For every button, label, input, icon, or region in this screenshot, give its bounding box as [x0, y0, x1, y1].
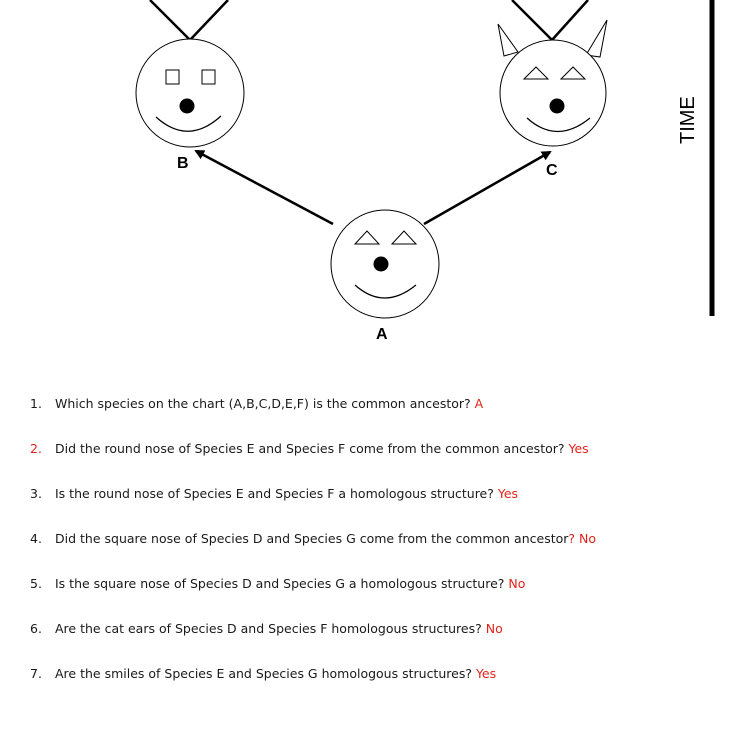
- question-body: Did the round nose of Species E and Species F come from the common ancestor?: [55, 441, 565, 456]
- question-item: [0, 621, 750, 643]
- answer: Yes: [497, 486, 519, 501]
- species-a-face: [331, 210, 439, 318]
- round-nose: [180, 99, 195, 114]
- question-item: [0, 441, 750, 463]
- question-text: [55, 576, 525, 591]
- question-body: Did the square nose of Species D and Species G come from the common ancestor: [55, 531, 569, 546]
- arrow-a-to-c: [424, 152, 550, 224]
- question-text: [55, 666, 496, 681]
- question-number: 2.: [30, 441, 42, 456]
- answer: Yes: [475, 666, 497, 681]
- question-text: [55, 531, 596, 546]
- question-item: [0, 666, 750, 688]
- answer: A: [474, 396, 484, 411]
- question-item: [0, 576, 750, 598]
- answer: Yes: [568, 441, 589, 456]
- question-number: 3.: [30, 486, 42, 501]
- answer: No: [508, 576, 526, 591]
- branch-line-c-left: [512, 0, 552, 40]
- cat-ear-right: [586, 20, 607, 57]
- question-item: [0, 486, 750, 508]
- round-nose: [374, 257, 389, 272]
- label-b: B: [177, 155, 189, 172]
- branch-line-b-right: [190, 0, 228, 40]
- question-body: Which species on the chart (A,B,C,D,E,F) is the common ancestor?: [55, 396, 471, 411]
- answer: No: [485, 621, 503, 636]
- species-b-face: [136, 39, 244, 147]
- square-eye-right: [202, 70, 215, 84]
- question-body: Are the cat ears of Species D and Species F homologous structures?: [55, 621, 482, 636]
- question-text: [55, 396, 483, 411]
- question-number: 7.: [30, 666, 42, 681]
- question-item: [0, 396, 750, 418]
- round-nose: [550, 99, 565, 114]
- branch-line-b-left: [150, 0, 190, 40]
- question-text: [55, 441, 589, 456]
- answer: ? No: [568, 531, 597, 546]
- question-number: 6.: [30, 621, 42, 636]
- arrow-a-to-b: [196, 151, 333, 224]
- branch-line-c-right: [552, 0, 588, 40]
- question-body: Is the square nose of Species D and Species G a homologous structure?: [55, 576, 505, 591]
- question-number: 4.: [30, 531, 42, 546]
- question-number: 1.: [30, 396, 42, 411]
- time-label: TIME: [677, 96, 699, 144]
- question-text: [55, 621, 503, 636]
- label-c: C: [546, 162, 558, 179]
- question-body: Is the round nose of Species E and Species F a homologous structure?: [55, 486, 494, 501]
- question-body: Are the smiles of Species E and Species G homologous structures?: [55, 666, 472, 681]
- cat-ear-left: [498, 24, 518, 56]
- question-number: 5.: [30, 576, 42, 591]
- question-text: [55, 486, 518, 501]
- question-item: [0, 531, 750, 553]
- label-a: A: [376, 326, 388, 343]
- square-eye-left: [166, 70, 179, 84]
